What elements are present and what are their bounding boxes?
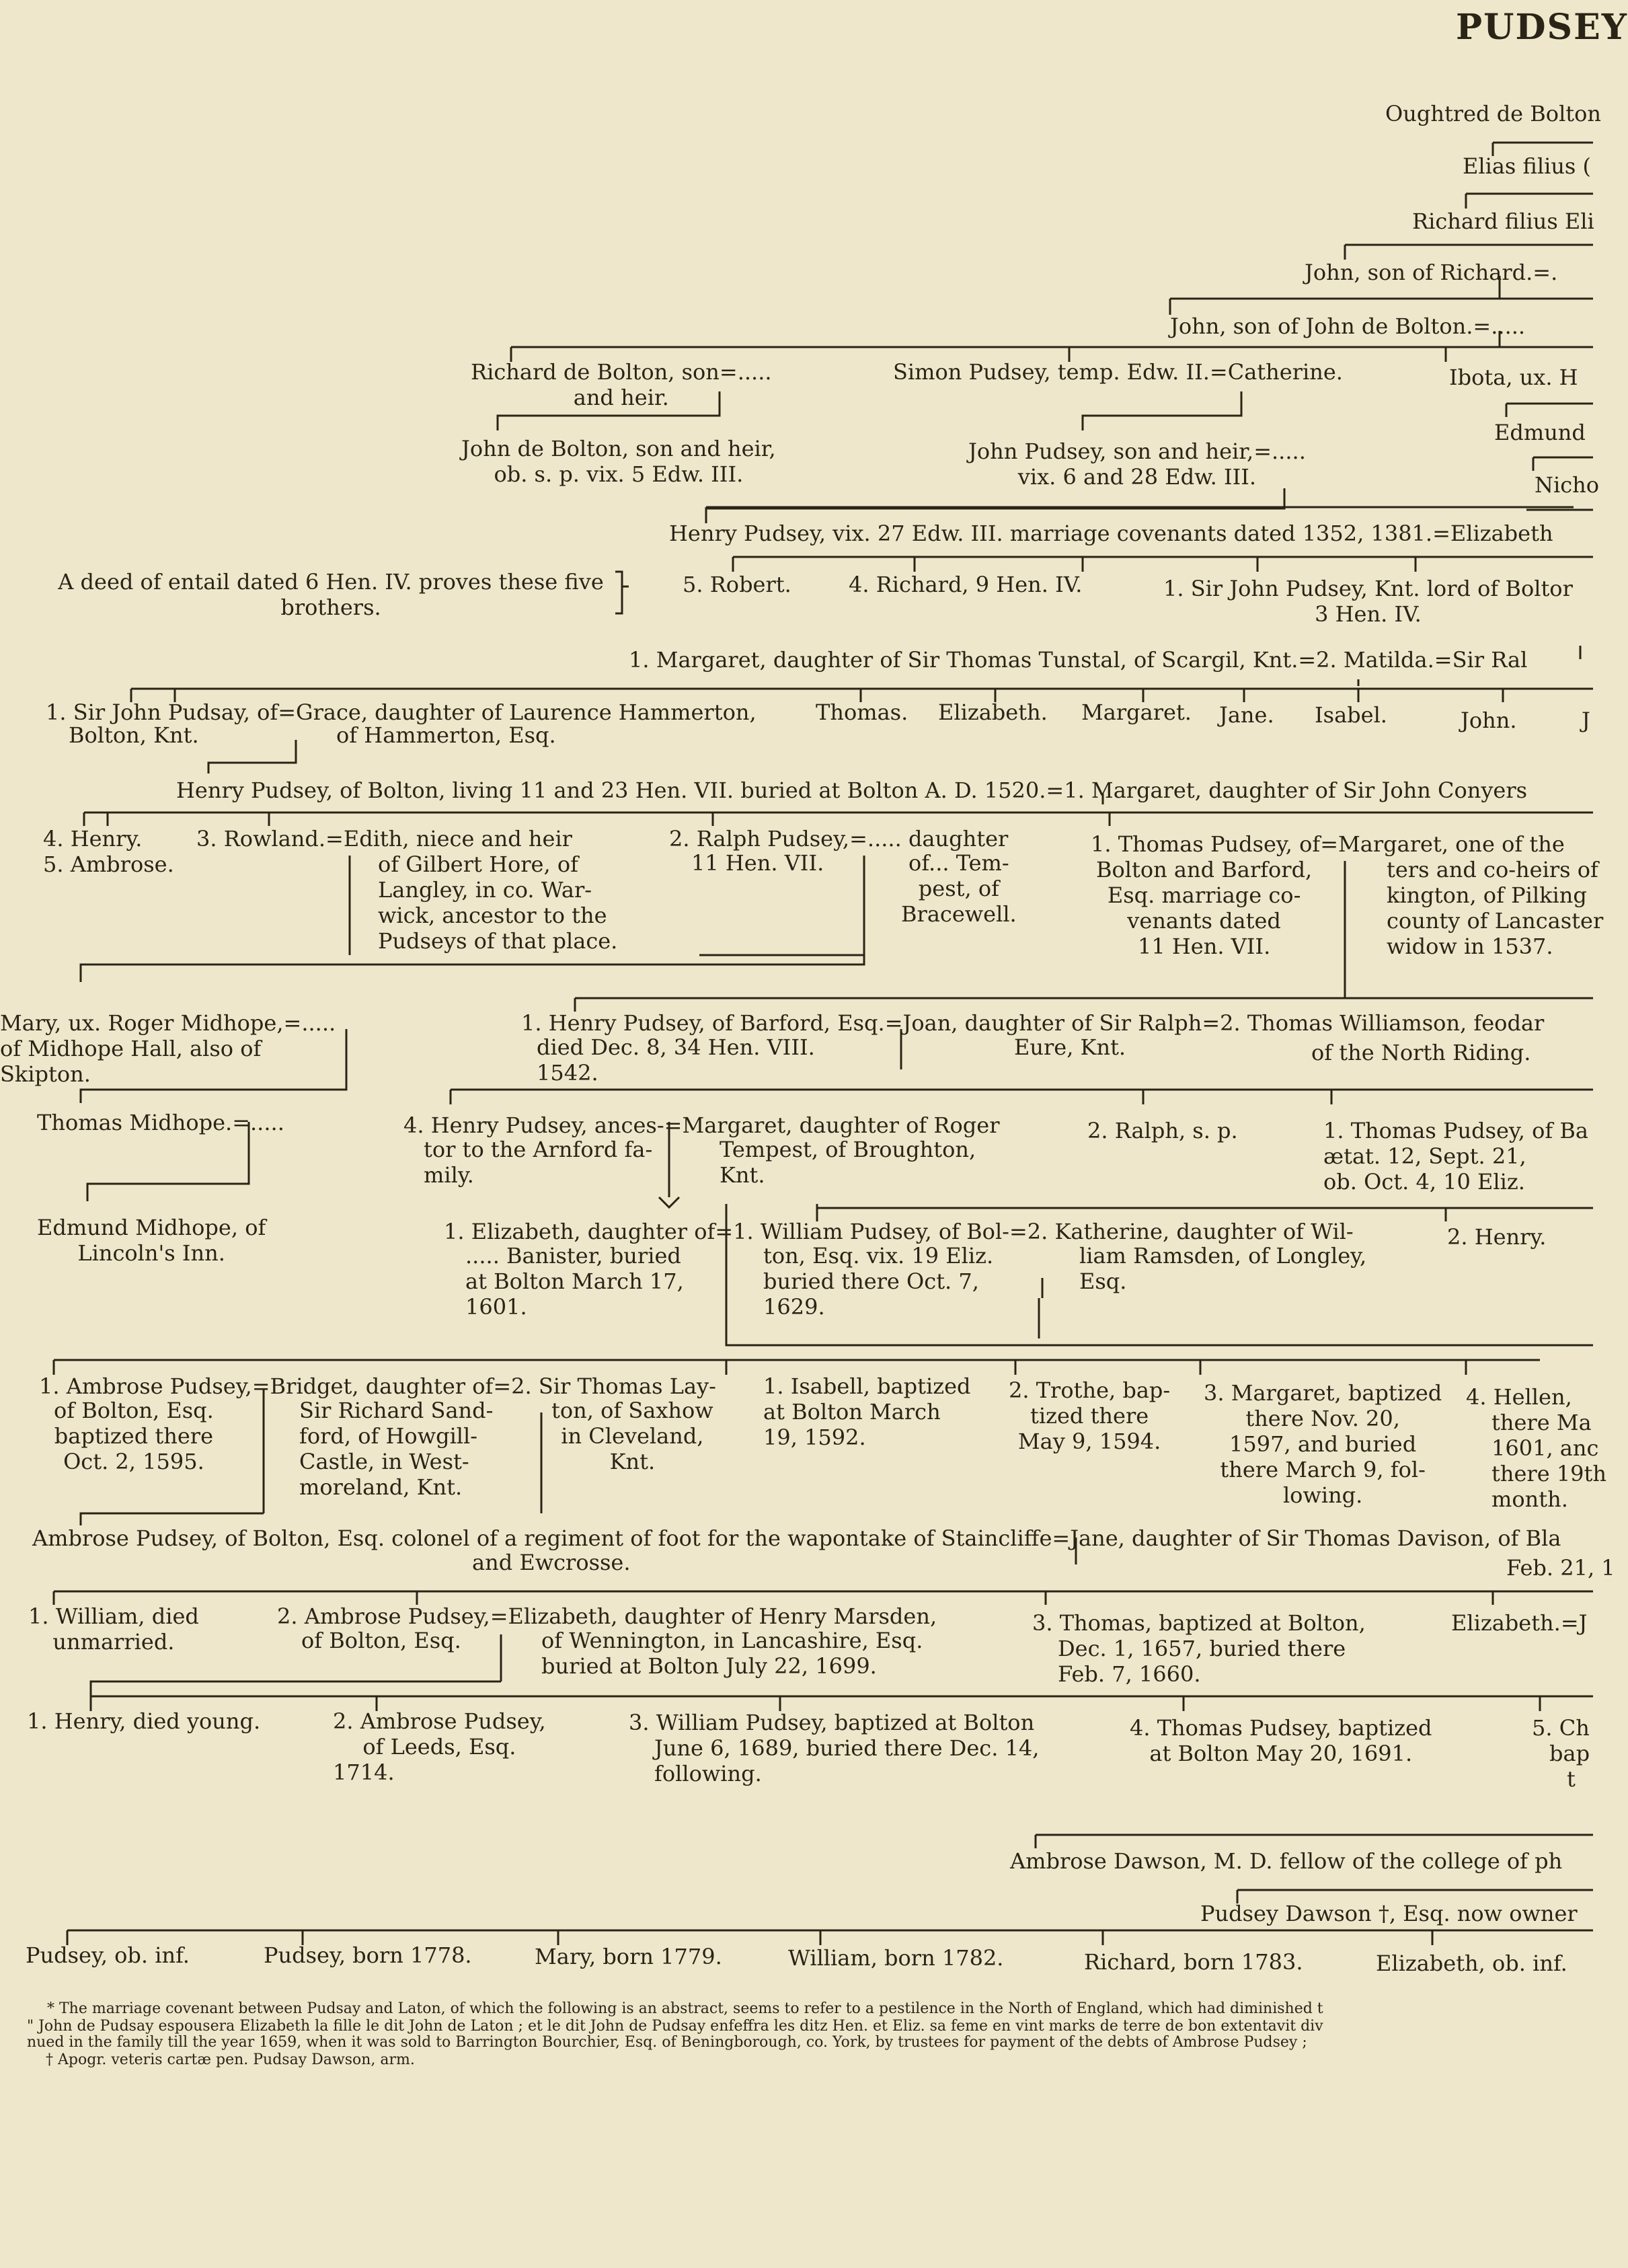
william-unmarried: 1. William, died unmarried. — [28, 1603, 199, 1655]
henry-pudsey-barford: 1. Henry Pudsey, of Barford, Esq.=Joan, daughter of Sir Ralph=2. Thomas Williamson, feodar — [521, 1010, 1545, 1036]
footnote-sold-1659: nued in the family till the year 1659, when it was sold to Barrington Bourchier, Esq. of Beningborough, co. York, by trustees for payment of the debts of Ambrose Pudsey ; — [27, 2034, 1307, 2051]
banister-details: ..... Banister, buried at Bolton March 17, 1601. — [465, 1243, 684, 1320]
william-3-baptized: 3. William Pudsey, baptized at Bolton June 6, 1689, buried there Dec. 14, following. — [629, 1710, 1040, 1786]
henry-barford-died: died Dec. 8, 34 Hen. VIII. 1542. — [537, 1034, 815, 1086]
thomas-3-baptized: 3. Thomas, baptized at Bolton, Dec. 1, 1657, buried there Feb. 7, 1660. — [1032, 1610, 1366, 1687]
nicho: Nicho — [1535, 472, 1600, 498]
j-truncated: J — [1582, 708, 1590, 733]
footnote-john-de-pudsay: " John de Pudsay espousera Elizabeth la fille le dit John de Laton ; et le dit John de Pudsay enfeffra les ditz Hen. et Eliz. sa feme en vint marks de terre de bon extentavit div — [27, 2018, 1323, 2035]
bridget-details: Sir Richard Sand- ford, of Howgill- Castle, in West- moreland, Knt. — [299, 1398, 494, 1500]
margaret-tunstal: 1. Margaret, daughter of Sir Thomas Tunstal, of Scargil, Knt.=2. Matilda.=Sir Ral — [629, 647, 1528, 673]
john: John. — [1461, 708, 1517, 733]
henry-ambrose: 4. Henry. 5. Ambrose. — [43, 826, 174, 877]
child-william-1782: William, born 1782. — [788, 1945, 1004, 1971]
footnote-apogr: † Apogr. veteris cartæ pen. Pudsay Dawson, arm. — [46, 2051, 415, 2068]
child-mary-1779: Mary, born 1779. — [535, 1944, 722, 1969]
thomas: Thomas. — [816, 700, 908, 725]
ambrose-dawson: Ambrose Dawson, M. D. fellow of the college of ph — [1010, 1848, 1563, 1874]
elias-filius: Elias filius ( — [1463, 153, 1591, 179]
thomas-pudsey-bolton-barford: 1. Thomas Pudsey, of=Margaret, one of the — [1091, 831, 1565, 857]
margaret-3: 3. Margaret, baptized there Nov. 20, 1597, and buried there March 9, fol- lowing. — [1204, 1380, 1442, 1508]
margaret-coheirs: ters and co-heirs of kington, of Pilking county of Lancaster widow in 1537. — [1387, 857, 1604, 959]
margaret: Margaret. — [1081, 700, 1192, 725]
child-pudsey-1778: Pudsey, born 1778. — [264, 1942, 472, 1968]
robert: 5. Robert. — [683, 572, 791, 597]
arnford-family: tor to the Arnford fa- mily. — [424, 1137, 653, 1188]
thomas-details: Bolton and Barford, Esq. marriage co- venants dated 11 Hen. VII. — [1096, 857, 1313, 959]
of-hammerton: of Hammerton, Esq. — [336, 722, 556, 748]
thomas-pudsey-aetat: 1. Thomas Pudsey, of Ba ætat. 12, Sept. 21, ob. Oct. 4, 10 Eliz. — [1323, 1118, 1588, 1195]
ambrose-2-of-bolton: of Bolton, Esq. — [301, 1628, 461, 1653]
jane: Jane. — [1219, 702, 1274, 728]
elizabeth-j: Elizabeth.=J — [1451, 1610, 1588, 1636]
edith-details: of Gilbert Hore, of Langley, in co. War- wick, ancestor to the Pudseys of that place. — [378, 852, 618, 954]
sir-john-pudsay-grace: 1. Sir John Pudsay, of=Grace, daughter of Laurence Hammerton, — [46, 700, 757, 725]
thomas-4-baptized: 4. Thomas Pudsey, baptized at Bolton May 20, 1691. — [1130, 1715, 1432, 1766]
elizabeth-banister-william-katherine: 1. Elizabeth, daughter of=1. William Pudsey, of Bol-=2. Katherine, daughter of Wil- — [444, 1219, 1354, 1244]
marsden-details: of Wennington, in Lancashire, Esq. buried at Bolton July 22, 1699. — [541, 1628, 923, 1679]
ambrose-colonel-jane-davison: Ambrose Pudsey, of Bolton, Esq. colonel of a regiment of foot for the wapontake of Staincliffe=Jane, daughter of Sir Thomas Davison, of Bla — [32, 1525, 1561, 1551]
john-pudsey: John Pudsey, son and heir,=..... vix. 6 and 28 Edw. III. — [968, 439, 1306, 490]
ralph-sp: 2. Ralph, s. p. — [1087, 1118, 1238, 1143]
ambrose-2-elizabeth-marsden: 2. Ambrose Pudsey,=Elizabeth, daughter of Henry Marsden, — [277, 1603, 937, 1629]
joan-eure: Eure, Knt. — [1014, 1034, 1126, 1060]
henry-pudsey-1352: Henry Pudsey, vix. 27 Edw. III. marriage covenants dated 1352, 1381.=Elizabeth — [669, 521, 1553, 546]
isabel: Isabel. — [1315, 702, 1387, 728]
ralph-pudsey: 2. Ralph Pudsey,=..... daughter — [669, 826, 1009, 852]
mary-midhope: Mary, ux. Roger Midhope,=..... of Midhope Hall, also of Skipton. — [0, 1010, 336, 1087]
child-richard-1783: Richard, born 1783. — [1084, 1949, 1303, 1975]
ch-5-truncated: 5. Ch bap t — [1532, 1715, 1590, 1792]
john-son-of-john: John, son of John de Bolton.=..... — [1170, 313, 1526, 339]
footnote-marriage-covenant: * The marriage covenant between Pudsay and Laton, of which the following is an abstract, seems to refer to a pestilence in the North of England, which had diminished t — [47, 2000, 1323, 2017]
richard-9-hen-iv: 4. Richard, 9 Hen. IV. — [849, 572, 1083, 597]
simon-pudsey: Simon Pudsey, temp. Edw. II.=Catherine. — [893, 359, 1343, 385]
richard-de-bolton: Richard de Bolton, son=..... and heir. — [471, 359, 772, 410]
elizabeth: Elizabeth. — [938, 700, 1048, 725]
thomas-midhope: Thomas Midhope.=..... — [37, 1110, 284, 1135]
pudsey-dawson: Pudsey Dawson †, Esq. now owner — [1200, 1901, 1578, 1926]
ambrose-of-leeds: 2. Ambrose Pudsey, of Leeds, Esq. 1714. — [333, 1708, 546, 1785]
feb-21: Feb. 21, 1 — [1506, 1555, 1615, 1581]
ibota: Ibota, ux. H — [1449, 365, 1578, 390]
henry-pudsey-of-bolton: Henry Pudsey, of Bolton, living 11 and 23 Hen. VII. buried at Bolton A. D. 1520.=1. Margaret, daughter of Sir John Conyers — [176, 778, 1528, 803]
tempest-daughter: of... Tem- pest, of Bracewell. — [901, 850, 1017, 927]
page-title: PUDSEY — [1456, 7, 1628, 48]
john-de-bolton: John de Bolton, son and heir, ob. s. p. vix. 5 Edw. III. — [461, 436, 776, 487]
deed-of-entail-note: A deed of entail dated 6 Hen. IV. proves these five brothers. — [58, 569, 604, 620]
henry-2: 2. Henry. — [1447, 1224, 1547, 1250]
richard-filius: Richard filius Eli — [1412, 209, 1594, 234]
child-pudsey-ob-inf: Pudsey, ob. inf. — [26, 1942, 190, 1968]
henry-died-young: 1. Henry, died young. — [27, 1708, 261, 1734]
isabell: 1. Isabell, baptized at Bolton March 19, 1592. — [763, 1373, 971, 1450]
margaret-tempest: Tempest, of Broughton, Knt. — [720, 1137, 976, 1188]
hellen: 4. Hellen, there Ma 1601, anc there 19th month. — [1466, 1384, 1606, 1512]
katherine-ramsden-details: liam Ramsden, of Longley, Esq. — [1079, 1243, 1367, 1294]
oughtred-de-bolton: Oughtred de Bolton — [1385, 101, 1602, 126]
trothe: 2. Trothe, bap- tized there May 9, 1594. — [1009, 1377, 1171, 1454]
john-son-of-richard: John, son of Richard.=. — [1305, 260, 1558, 285]
edmund: Edmund — [1494, 420, 1586, 445]
child-elizabeth-ob-inf: Elizabeth, ob. inf. — [1376, 1951, 1567, 1976]
sir-john-pudsey-lord: 1. Sir John Pudsey, Knt. lord of Boltor 3 Hen. IV. — [1163, 576, 1573, 627]
bolton-knt: Bolton, Knt. — [69, 722, 199, 748]
north-riding: of the North Riding. — [1311, 1040, 1531, 1065]
edmund-midhope: Edmund Midhope, of Lincoln's Inn. — [37, 1215, 266, 1266]
ewcrosse: and Ewcrosse. — [472, 1550, 631, 1575]
henry-pudsey-arnford: 4. Henry Pudsey, ances-=Margaret, daughter of Roger — [403, 1112, 1000, 1138]
ralph-11-hen-vii: 11 Hen. VII. — [691, 850, 824, 876]
william-pudsey-details: ton, Esq. vix. 19 Eliz. buried there Oct. 7, 1629. — [763, 1243, 994, 1320]
ambrose-details: of Bolton, Esq. baptized there Oct. 2, 1595. — [54, 1398, 214, 1474]
rowland-edith: 3. Rowland.=Edith, niece and heir — [196, 826, 572, 852]
thomas-layton-details: ton, of Saxhow in Cleveland, Knt. — [551, 1398, 713, 1474]
ambrose-bridget-thomas: 1. Ambrose Pudsey,=Bridget, daughter of=2. Sir Thomas Lay- — [39, 1373, 716, 1399]
